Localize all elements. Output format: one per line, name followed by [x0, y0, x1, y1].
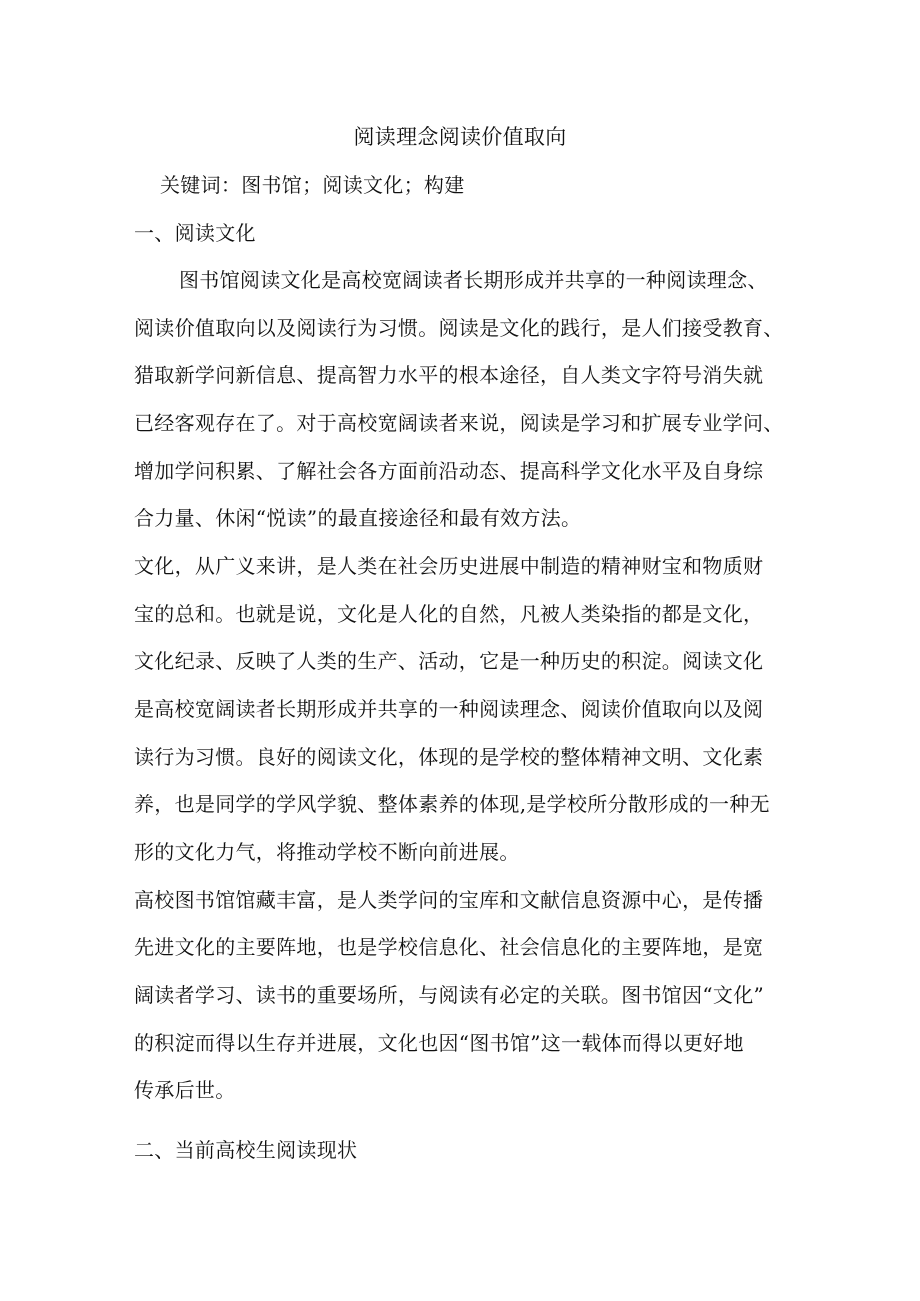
paragraph-line: 宝的总和。也就是说，文化是人化的自然，凡被人类染指的都是文化， — [134, 602, 764, 626]
paragraph-line: 已经客观存在了。对于高校宽阔读者来说，阅读是学习和扩展专业学问、 — [134, 411, 784, 435]
paragraph-line: 图书馆阅读文化是高校宽阔读者长期形成并共享的一种阅读理念、 — [179, 268, 768, 292]
paragraph-line: 先进文化的主要阵地，也是学校信息化、社会信息化的主要阵地，是宽 — [134, 935, 764, 959]
section-heading-1: 一、阅读文化 — [134, 221, 256, 245]
paragraph-line: 文化纪录、反映了人类的生产、活动，它是一种历史的积淀。阅读文化 — [134, 649, 764, 673]
paragraph-line: 猎取新学问新信息、提高智力水平的根本途径，自人类文字符号消失就 — [134, 363, 764, 387]
paragraph-line: 是高校宽阔读者长期形成并共享的一种阅读理念、阅读价值取向以及阅 — [134, 697, 764, 721]
paragraph-line: 阅读价值取向以及阅读行为习惯。阅读是文化的践行，是人们接受教育、 — [134, 316, 784, 340]
paragraph-line: 合力量、休闲“悦读”的最直接途径和最有效方法。 — [134, 506, 582, 530]
paragraph-line: 增加学问积累、了解社会各方面前沿动态、提高科学文化水平及自身综 — [134, 459, 764, 483]
section-heading-2: 二、当前高校生阅读现状 — [134, 1138, 358, 1162]
paragraph-line: 形的文化力气，将推动学校不断向前进展。 — [134, 840, 520, 864]
paragraph-line: 阔读者学习、读书的重要场所，与阅读有必定的关联。图书馆因“文化” — [134, 983, 765, 1007]
keywords: 关键词：图书馆；阅读文化；构建 — [160, 173, 465, 197]
paragraph-line: 文化，从广义来讲，是人类在社会历史进展中制造的精神财宝和物质财 — [134, 554, 764, 578]
document-title: 阅读理念阅读价值取向 — [353, 125, 567, 149]
paragraph-line: 传承后世。 — [134, 1078, 236, 1102]
paragraph-line: 的积淀而得以生存并进展，文化也因“图书馆”这一载体而得以更好地 — [134, 1031, 744, 1055]
paragraph-line: 养，也是同学的学风学貌、整体素养的体现,是学校所分散形成的一种无 — [134, 792, 770, 816]
paragraph-line: 读行为习惯。良好的阅读文化，体现的是学校的整体精神文明、文化素 — [134, 745, 764, 769]
paragraph-line: 高校图书馆馆藏丰富，是人类学问的宝库和文献信息资源中心，是传播 — [134, 888, 764, 912]
